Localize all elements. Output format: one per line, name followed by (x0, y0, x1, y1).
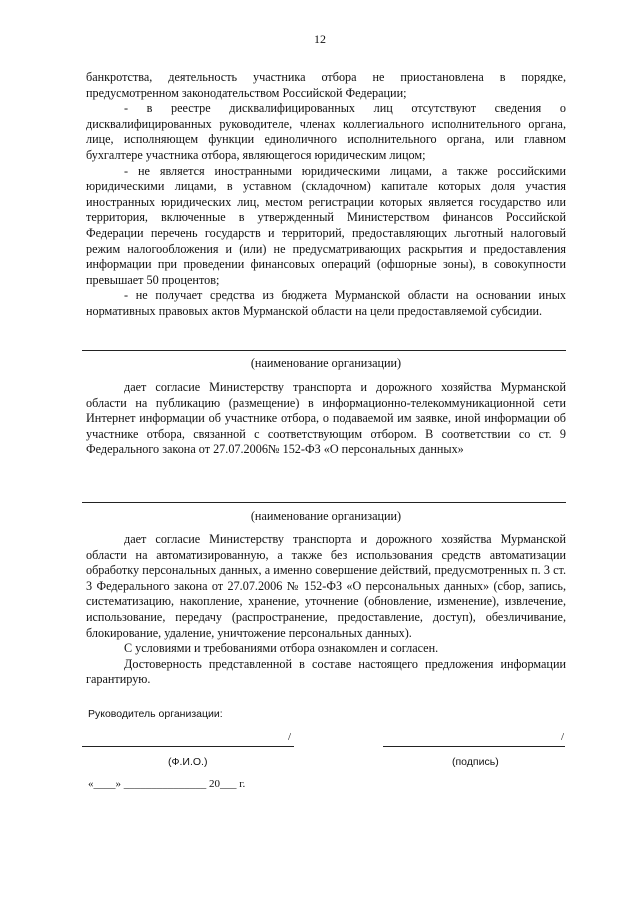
org-name-line-2[interactable] (82, 502, 566, 503)
consent-personal-data (86, 532, 566, 688)
paragraph: дает согласие Министерству транспорта и дорожного хозяйства Мурманской области на публикацию (размещение) в информационно-телекоммуникационной сети Интернет информации об участнике отбора, о подаваемой им заявке, иной информации об участнике отбора, связанной с соответствующим отбором. В соответствии со ст. 9 Федерального закона от 27.07.2006№ 152-ФЗ «О персональных данных» (86, 380, 566, 457)
paragraph: банкротства, деятельность участника отбора не приостановлена в порядке, предусмотренном законодательством Российской Федерации; (86, 70, 566, 100)
fio-slash: / (288, 731, 292, 743)
paragraph: С условиями и требованиями отбора ознакомлен и согласен. (124, 641, 439, 656)
paragraph: - не получает средства из бюджета Мурманской области на основании иных нормативных правовых актов Мурманской области на цели предоставляемой субсидии. (86, 288, 566, 318)
paragraph: Достоверность представленной в составе настоящего предложения информации гарантирую. (86, 656, 566, 687)
org-caption-2: (наименование организации) (250, 509, 402, 523)
paragraph: - в реестре дисквалифицированных лиц отсутствуют сведения о дисквалифицированных руководителе, членах коллегиального исполнительного органа, лице, исполняющем функции единоличного исполнительного органа, или главном бухгалтере участника отбора, являющегося юридическим лицом; (86, 101, 566, 162)
signature-slash: / (561, 731, 565, 743)
org-name-line-1[interactable] (82, 350, 566, 351)
top-block (86, 70, 566, 320)
signature-line[interactable] (383, 746, 565, 747)
org-caption-1: (наименование организации) (250, 356, 402, 370)
fio-caption: (Ф.И.О.) (168, 756, 208, 768)
signature-heading: Руководитель организации: (88, 708, 223, 720)
signature-caption: (подпись) (452, 756, 499, 768)
page-number: 12 (314, 32, 326, 46)
paragraph: - не является иностранными юридическими лицами, а также российскими юридическими лицами, в уставном (складочном) капитале которых доля участия иностранных юридических лиц, местом регистрации которых является государство или территория, включенные в утвержденный Министерством финансов Российской Федерации перечень государств и территорий, предоставляющих льготный налоговый режим налогообложения и (или) не предусматривающих раскрытия и предоставления информации при проведении финансовых операций (офшорные зоны), в совокупности превышает 50 процентов; (86, 163, 566, 287)
date-line[interactable]: «____» _______________ 20___ г. (88, 778, 246, 790)
consent-publication (86, 380, 566, 458)
fio-line[interactable] (82, 746, 294, 747)
paragraph: дает согласие Министерству транспорта и дорожного хозяйства Мурманской области на автоматизированную, а также без использования средств автоматизации обработку персональных данных, а именно совершение действий, предусмотренных п. 3 ст. 3 Федерального закона от 27.07.2006 № 152-ФЗ «О персональных данных» (сбор, запись, систематизацию, накопление, хранение, уточнение (обновление, изменение), извлечение, использование, передачу (распространение, предоставление, доступ), обезличивание, блокирование, удаление, уничтожение персональных данных). (86, 532, 566, 640)
